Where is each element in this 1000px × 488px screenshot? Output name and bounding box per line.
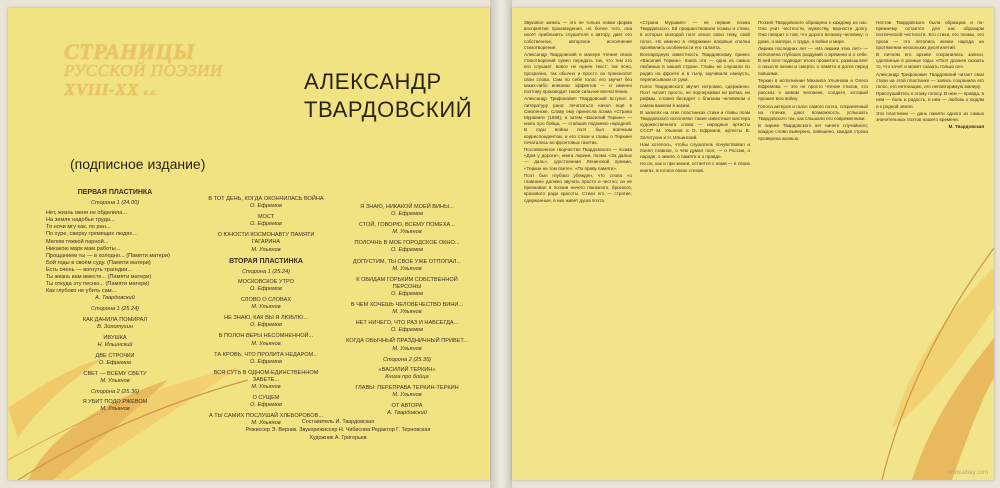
article-paragraph: В записях на этих пластинках стихи и главы поэм Твардовского исполняют также известные мастера художественного слова — народные артисты СССР М. Ульянов и О. Ефремов, артисты В. Золотухин и Н. Ильинский. xyxy=(640,109,750,140)
track-performer: О. Ефремов xyxy=(391,290,423,297)
article-paragraph: Поэзия Твардовского обращена к каждому из нас. Она учит честности, мужеству, верности долгу. Она говорит о том, что дорого всякому человеку: о доме, о матери, о труде, о войне и мире. xyxy=(758,20,868,44)
article-paragraph: «Страна Муравия» — не первая поэма Твардовского. Ей предшествовали поэмы и стихи, в которых молодой поэт искал свою тему, свой голос. Но именно в «Муравии» впервые сполна проявились особенности его таланта. xyxy=(640,20,750,50)
article-paragraph: Поэт был глубоко убежден, что слово «о главном» должно звучать просто и честно; он не признавал в поэзии ничего показного, броского, красивого ради красоты. Стихи его — строгие, сдержанные, в них живет душа поэта. xyxy=(524,172,632,203)
track-performer: Н. Ильинский xyxy=(97,341,133,348)
track-title: В ТОТ ДЕНЬ, КОГДА ОКОНЧИЛАСЬ ВОЙНА xyxy=(208,196,324,202)
verse-line: Есть очень — вогнуть трагедии... xyxy=(46,266,133,273)
track-title: СВЕТ — ВСЕМУ СВЕТУ xyxy=(83,371,147,378)
track-performer: О. Ефремов xyxy=(391,327,423,334)
track-performer: М. Ульянов xyxy=(251,340,281,347)
track-title: ТА КРОВЬ, ЧТО ПРОЛИТА НЕДАРОМ... xyxy=(214,351,318,358)
article-paragraph: Александр Трифонович Твардовский вступил в литературу рано: печататься начал ещё в Смоленске. Славу ему принесла поэма «Страна Муравия» (1936), а затем «Василий Теркин» — книга про бойца, — ставшая подлинно народной. В годы войны поэт был военным корреспондентом, и его стихи и главы о Теркине печатались во фронтовых газетах. xyxy=(524,96,632,145)
article-paragraph: Прислушайтесь к этому голосу. В нем — правда, в нем — боль и радость, в нем — любовь к людям и к родной земле. xyxy=(876,91,984,109)
article-paragraph: Голос Твардовского звучит негромко, сдержанно. Поэт читает просто, не подчеркивая ни ритма, ни рифмы, словно беседует с близким человеком о самом важном в жизни. xyxy=(640,84,750,108)
verse-list xyxy=(44,210,186,295)
series-line-2: РУССКОЙ ПОЭЗИИ xyxy=(64,61,223,80)
track-title: О СУЩЕМ xyxy=(252,395,280,402)
article-paragraph: Нам хотелось, чтобы слушатель почувствовал и понял главное, о чем думал поэт, — о России, о народе, о земле, о памяти и о правде. xyxy=(640,141,750,160)
track-title: А ТЫ САМИХ ПОСЛУШАЙ ХЛЕБОРОБОВ... xyxy=(208,413,324,420)
track-list xyxy=(342,204,472,353)
track-title: МОСКОВСКОЕ УТРО xyxy=(238,278,294,285)
series-line-1: СТРАНИЦЫ xyxy=(64,39,195,64)
tracklist-column-1 xyxy=(44,186,186,418)
track-performer: М. Ульянов xyxy=(251,420,281,427)
performer: А. Твардовский xyxy=(95,295,135,302)
right-panel xyxy=(512,8,994,480)
track-performer: М. Ульянов xyxy=(251,304,281,311)
track-performer: М. Ульянов xyxy=(392,265,422,272)
track-performer: О. Ефремов xyxy=(250,322,282,329)
track-title: МОСТ xyxy=(257,214,275,221)
track-title: О ЮНОСТИ КОСМОНАВТУ ПАМЯТИ ГАГАРИНА xyxy=(217,232,315,246)
article-paragraph: Всенародную известность Твардовскому принес «Василий Теркин». Книга эта — одна из самых любимых в нашей стране. Главы ее слушали по радио на фронте и в тылу, заучивали наизусть, переписывали от руки. xyxy=(640,52,750,82)
track-performer: О. Ефремов xyxy=(99,359,131,366)
article-paragraph: Нестав Твардовского была образцом и по-прежнему остается для нас образцом поэтической честности. Его стихи, его поэмы, его проза — это летопись жизни народа на протяжении нескольких десятилетий. xyxy=(876,20,984,50)
track-title: СТОЙ, ГОВОРЮ, ВСЕМУ ПОМЕХА... xyxy=(359,222,455,229)
author-first-name: АЛЕКСАНДР xyxy=(304,69,442,94)
article-paragraph: Александр Трифонович Твардовский читает свои стихи на этой пластинке — запись сохранила его голос, его интонацию, его неповторимую манеру. xyxy=(876,71,984,90)
track-performer: О. Ефремов xyxy=(250,221,282,228)
track-title: Я ЗНАЮ, НИКАКОЙ МОЕЙ ВИНЫ... xyxy=(360,204,454,210)
left-panel xyxy=(8,8,490,480)
article-column-2 xyxy=(640,20,750,175)
verse-line: Ты жизнь вам вместе... (Памяти матери) xyxy=(46,274,152,281)
track-title: НЕ ЗНАЮ, КАК ВЫ Я ЛЮБЛЮ... xyxy=(224,315,308,322)
tracklist-column-2 xyxy=(204,196,328,431)
track-performer: О. Ефремов xyxy=(250,402,282,409)
author-name xyxy=(304,68,472,124)
track-performer: О. Ефремов xyxy=(391,247,423,254)
series-centuries: XVIII-XX xyxy=(64,80,139,99)
track-title: В ЧЕМ ХОЧЕШЬ ЧЕЛОВЕЧЕСТВО ВИНИ... xyxy=(350,302,464,309)
series-centuries-suffix: в.в. xyxy=(143,87,158,97)
track-title: ДОПУСТИМ, ТЫ СВОЕ УЖЕ ОТПОПАЛ... xyxy=(352,258,462,265)
edition-subtitle: (подписное издание) xyxy=(70,156,206,172)
credit-compiler: Составитель И. Твардовская xyxy=(301,419,375,425)
article-paragraph: Послевоенное творчество Твардовского — поэма «Дом у дороги», книга лирики, поэма «За далью — даль», удостоенная Ленинской премии, «Теркин на том свете», «По праву памяти». xyxy=(524,147,632,171)
side-label: Сторона 1 (24.00) xyxy=(90,200,140,207)
side-label: Сторона 2 (25.36) xyxy=(90,389,140,396)
series-line-3 xyxy=(64,80,223,102)
article-column-1 xyxy=(524,20,632,205)
track-title: ИВУШКА xyxy=(103,334,127,341)
author-last-name: ТВАРДОВСКИЙ xyxy=(304,97,473,122)
article-paragraph: В лирике Твардовского нет ничего случайного; каждое слово выверено, взвешено, каждая строка проверена жизнью. xyxy=(758,123,868,141)
track-title: ВСЯ СУТЬ В ОДНОМ-ЕДИНСТВЕННОМ ЗАВЕТЕ... xyxy=(213,369,319,383)
track-performer: М. Ульянов xyxy=(100,406,130,413)
verse-line: Никакою марк мам работы... xyxy=(46,245,121,252)
track-title: ПОЛОЧНЬ В МОЕ ГОРОДСКОЕ ОКНО... xyxy=(354,240,460,247)
track-title: КАК ДАНИЛА ПОМИРАЛ xyxy=(82,316,148,323)
track-title: ГЛАВЫ: ПЕРЕПРАВА ТЕРКИН-ТЕРКИН xyxy=(355,384,459,391)
track-performer: М. Ульянов xyxy=(392,229,422,236)
track-list xyxy=(44,399,186,413)
album-spine xyxy=(490,0,512,488)
article-paragraph: В личном его архиве сохранились записи, сделанные в разные годы: «Поэт должен сказать то, что хочет и может сказать только он». xyxy=(876,52,984,70)
track-performer: М. Ульянов xyxy=(392,309,422,316)
verse-line: Нет, жизнь меня не обделила... xyxy=(46,210,128,217)
track-title: СЛОВО О СЛОВАХ xyxy=(240,297,292,304)
track-title: ДВЕ СТРОЧКИ xyxy=(95,352,135,359)
track-title: Я УБИТ ПОДО РЖЕВОМ xyxy=(82,399,148,406)
article-paragraph: Эти пластинки — дань памяти одного из самых значительных поэтов нашего времени. xyxy=(876,110,984,123)
track-title: К ОБИДАМ ГОРЬКИМ СОБСТВЕННОЙ ПЕРСОНЫ xyxy=(356,276,458,290)
verse-line: Мелом тяжкой парной... xyxy=(46,238,109,245)
track-list xyxy=(342,367,472,418)
verse-line: На земле надобье труда... xyxy=(46,217,115,224)
track-list xyxy=(44,317,186,386)
article-column-4 xyxy=(876,20,984,131)
track-performer: М. Ульянов xyxy=(392,391,422,398)
side-label: Сторона 1 (25.24) xyxy=(241,268,291,275)
verse-line: По хуре, сверху гремящих людях... xyxy=(46,231,137,238)
record-1-title: ПЕРВАЯ ПЛАСТИНКА xyxy=(77,189,153,196)
article-body xyxy=(876,20,984,123)
article-column-3 xyxy=(758,20,868,143)
verse-line: Бой годы в своём суду. (Памяти матери) xyxy=(46,259,151,266)
verse-line: То ночи мгу как, по ран... xyxy=(46,224,111,231)
verse-line: Как глубоко не убить сам... xyxy=(46,288,117,295)
track-performer: М. Ульянов xyxy=(251,246,281,253)
article-paragraph: Голоса актеров и голос самого поэта, сохраненный на пленке, дают возможность услышать Твардовского так, как слышали его современники. xyxy=(758,103,868,122)
article-paragraph: Звуковое запись — это не только новая форма восприятия произведения, но более того, она несёт приблизить слушателя к автору, дает его собственное, авторское исполнение стихотворения. xyxy=(524,20,632,50)
track-performer: О. Ефремов xyxy=(250,358,282,365)
side-label: Сторона 2 (25.35) xyxy=(382,356,432,363)
track-title: НЕТ НИЧЕГО, ЧТО РАЗ И НАВСЕГДА... xyxy=(355,320,459,327)
track-performer: О. Ефремов xyxy=(250,285,282,292)
track-performer: О. Ефремов xyxy=(250,203,282,210)
watermark: www.ebay.com xyxy=(948,470,988,476)
verse-line: Прощанием ты — в холодно... (Памяти матери) xyxy=(46,252,170,259)
article-paragraph: Александр Твардовский в манере чтения своих стихотворений сумел передать так, что тем кто его слушает, вовсе не нужен текст: так ясно, прозрачно, так обычно и просто он произносит свои слова. Сам по себе голос его звучит без каких-либо внешних эффектов — и именно поэтому производит такое сильное впечатление. xyxy=(524,52,632,95)
tracklist-column-3 xyxy=(342,204,472,421)
track-performer: Книга про бойца xyxy=(385,373,429,380)
series-logo xyxy=(64,39,223,102)
track-title: ОТ АВТОРА xyxy=(391,403,423,410)
article-signature: М. Твардовская xyxy=(948,124,984,130)
track-list xyxy=(204,279,328,428)
track-title: КОГДА ОБЫЧНЫЙ ПРАЗДНИЧНЫЙ ПРИВЕТ... xyxy=(346,338,468,345)
article-paragraph: Теркин в исполнении Михаила Ульянова и Олега Ефремова — это не просто чтение стихов, это рассказ о живом человеке, солдате, который прошел всю войну. xyxy=(758,77,868,102)
verse-line: Ты откуда эту песню... (Памяти матери) xyxy=(46,281,150,288)
track-title: В ПОЛОН ВЕРЫ НЕСОМНЕННОЙ... xyxy=(218,333,314,340)
track-performer: М. Ульянов xyxy=(251,383,281,390)
track-performer: В. Золотухин xyxy=(97,323,133,330)
side-label: Сторона 1 (25.24) xyxy=(90,306,140,313)
article-paragraph: Но он, как и при жизни, остается с нами — в своих книгах, в голосе своих стихов. xyxy=(640,161,750,173)
credit-artist: Художник А. Григорьев xyxy=(309,435,367,441)
track-performer: М. Ульянов xyxy=(100,378,130,385)
track-performer: А. Твардовский xyxy=(387,410,427,417)
record-2-title: ВТОРАЯ ПЛАСТИНКА xyxy=(229,257,303,265)
credit-crew: Режиссер Э. Верник. Звукорежиссер Н. Чибисова Редактор Г. Терновская xyxy=(245,427,431,433)
credits xyxy=(238,418,438,442)
track-list xyxy=(204,196,328,254)
track-performer: О. Ефремов xyxy=(391,211,423,218)
track-performer: М. Ульянов xyxy=(392,345,422,352)
article-paragraph: Лирика последних лет — «Из лирики этих лет» — исполнена глубоких раздумий о времени и о себе. В ней поэт подводит итоги прожитого, размышляет о смысле жизни и смерти, о памяти и долге перед павшими. xyxy=(758,45,868,76)
track-title: «ВАСИЛИЙ ТЕРКИН» xyxy=(378,366,436,373)
